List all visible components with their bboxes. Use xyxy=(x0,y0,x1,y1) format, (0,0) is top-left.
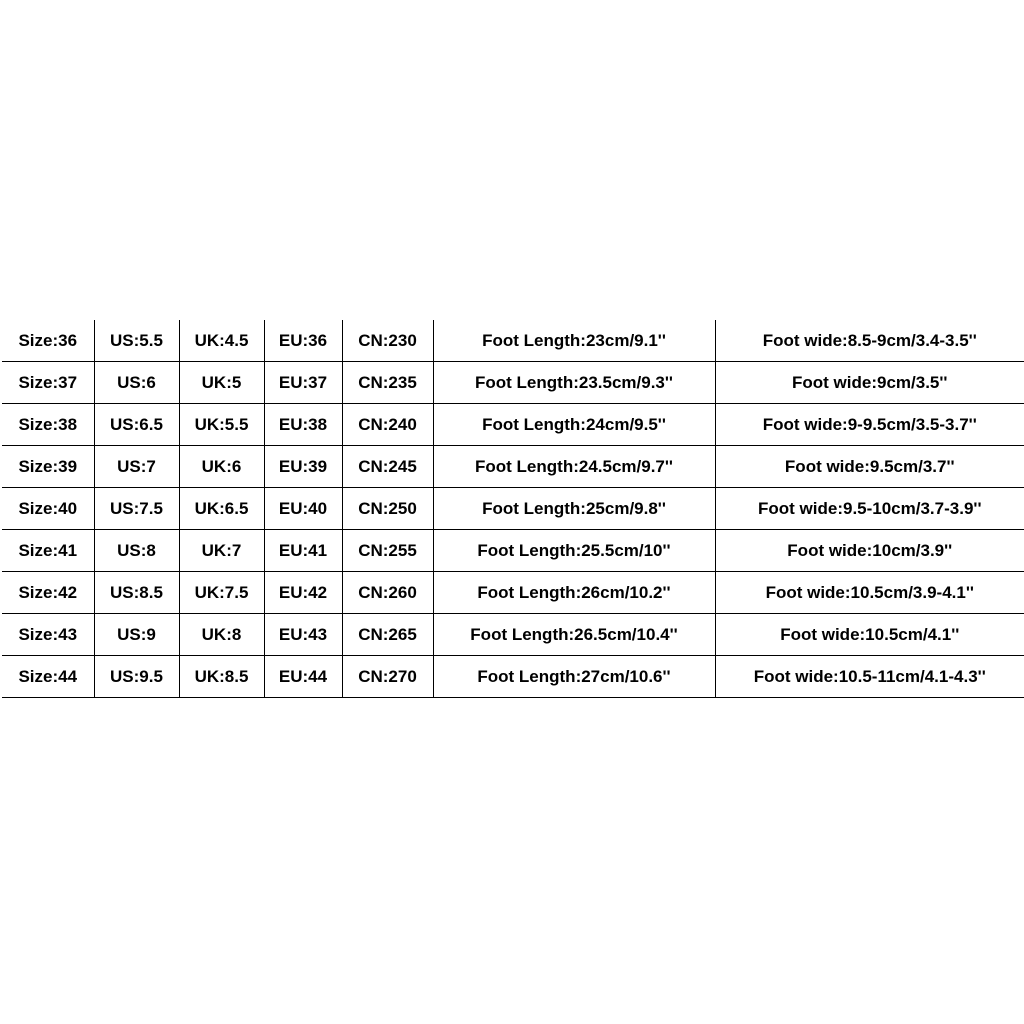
cell-eu: EU:42 xyxy=(264,572,342,614)
cell-cn: CN:270 xyxy=(342,656,433,698)
table-row xyxy=(2,614,1024,656)
cell-cn: CN:235 xyxy=(342,362,433,404)
cell-uk: UK:6.5 xyxy=(179,488,264,530)
cell-us: US:5.5 xyxy=(94,320,179,362)
table-row xyxy=(2,446,1024,488)
cell-foot-wide: Foot wide:10cm/3.9'' xyxy=(715,530,1024,572)
cell-cn: CN:265 xyxy=(342,614,433,656)
cell-uk: UK:6 xyxy=(179,446,264,488)
cell-cn: CN:230 xyxy=(342,320,433,362)
size-chart-table xyxy=(2,320,1024,698)
size-chart-body xyxy=(2,320,1024,698)
cell-size: Size:44 xyxy=(2,656,94,698)
cell-us: US:8 xyxy=(94,530,179,572)
cell-eu: EU:43 xyxy=(264,614,342,656)
cell-uk: UK:4.5 xyxy=(179,320,264,362)
cell-foot-length: Foot Length:27cm/10.6'' xyxy=(433,656,715,698)
table-row xyxy=(2,362,1024,404)
cell-eu: EU:38 xyxy=(264,404,342,446)
table-row xyxy=(2,656,1024,698)
cell-cn: CN:245 xyxy=(342,446,433,488)
cell-foot-wide: Foot wide:10.5cm/4.1'' xyxy=(715,614,1024,656)
cell-size: Size:40 xyxy=(2,488,94,530)
table-row xyxy=(2,404,1024,446)
cell-size: Size:43 xyxy=(2,614,94,656)
cell-foot-length: Foot Length:24cm/9.5'' xyxy=(433,404,715,446)
cell-foot-wide: Foot wide:9.5-10cm/3.7-3.9'' xyxy=(715,488,1024,530)
cell-foot-length: Foot Length:23.5cm/9.3'' xyxy=(433,362,715,404)
cell-foot-length: Foot Length:25.5cm/10'' xyxy=(433,530,715,572)
cell-foot-wide: Foot wide:10.5cm/3.9-4.1'' xyxy=(715,572,1024,614)
cell-uk: UK:5.5 xyxy=(179,404,264,446)
cell-eu: EU:39 xyxy=(264,446,342,488)
cell-eu: EU:44 xyxy=(264,656,342,698)
cell-eu: EU:36 xyxy=(264,320,342,362)
cell-size: Size:38 xyxy=(2,404,94,446)
cell-size: Size:36 xyxy=(2,320,94,362)
cell-uk: UK:7 xyxy=(179,530,264,572)
cell-uk: UK:5 xyxy=(179,362,264,404)
cell-foot-length: Foot Length:26cm/10.2'' xyxy=(433,572,715,614)
cell-uk: UK:8 xyxy=(179,614,264,656)
cell-foot-length: Foot Length:25cm/9.8'' xyxy=(433,488,715,530)
cell-cn: CN:260 xyxy=(342,572,433,614)
cell-us: US:8.5 xyxy=(94,572,179,614)
cell-foot-length: Foot Length:24.5cm/9.7'' xyxy=(433,446,715,488)
table-row xyxy=(2,530,1024,572)
table-row xyxy=(2,572,1024,614)
cell-cn: CN:240 xyxy=(342,404,433,446)
cell-us: US:7.5 xyxy=(94,488,179,530)
table-row xyxy=(2,320,1024,362)
cell-us: US:6.5 xyxy=(94,404,179,446)
cell-us: US:9.5 xyxy=(94,656,179,698)
cell-size: Size:41 xyxy=(2,530,94,572)
cell-foot-wide: Foot wide:9.5cm/3.7'' xyxy=(715,446,1024,488)
cell-uk: UK:8.5 xyxy=(179,656,264,698)
cell-cn: CN:250 xyxy=(342,488,433,530)
cell-foot-wide: Foot wide:8.5-9cm/3.4-3.5'' xyxy=(715,320,1024,362)
cell-eu: EU:40 xyxy=(264,488,342,530)
cell-size: Size:37 xyxy=(2,362,94,404)
cell-eu: EU:37 xyxy=(264,362,342,404)
cell-foot-wide: Foot wide:10.5-11cm/4.1-4.3'' xyxy=(715,656,1024,698)
cell-us: US:9 xyxy=(94,614,179,656)
cell-foot-wide: Foot wide:9cm/3.5'' xyxy=(715,362,1024,404)
cell-size: Size:39 xyxy=(2,446,94,488)
cell-foot-length: Foot Length:26.5cm/10.4'' xyxy=(433,614,715,656)
cell-cn: CN:255 xyxy=(342,530,433,572)
cell-uk: UK:7.5 xyxy=(179,572,264,614)
cell-us: US:7 xyxy=(94,446,179,488)
table-row xyxy=(2,488,1024,530)
cell-foot-wide: Foot wide:9-9.5cm/3.5-3.7'' xyxy=(715,404,1024,446)
cell-us: US:6 xyxy=(94,362,179,404)
cell-size: Size:42 xyxy=(2,572,94,614)
cell-eu: EU:41 xyxy=(264,530,342,572)
cell-foot-length: Foot Length:23cm/9.1'' xyxy=(433,320,715,362)
